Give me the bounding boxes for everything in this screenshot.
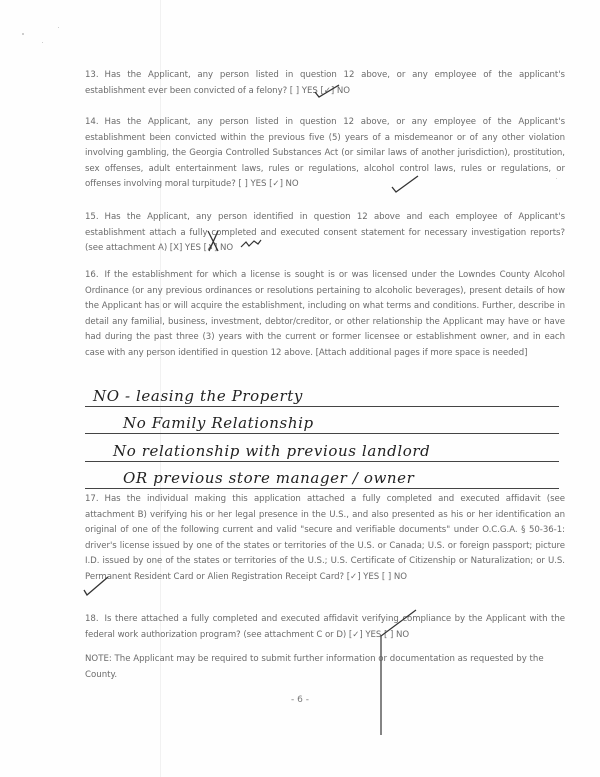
question-14: 14. Has the Applicant, any person listed in question 12 above, or any employee of the Applicant's establishment been convicted within the previous five (5) years of a misdemeanor or of any other violation involving gambling, the Georgia Controlled Substances Act (or similar laws of another jurisdiction), prostitution, sex offenses, adult entertainment laws, rules or regulations, alcohol control laws, rules or regulations, or offenses involving moral turpitude? [ ] YES [✓] NO (85, 117, 565, 190)
question-17: 17. Has the individual making this application attached a fully completed and executed affidavit (see attachment B) verifying his or her legal presence in the U.S., and also presented as his or her identification an original of one of the following current and valid "secure and verifiable documents" under O.C.G.A. § 50-36-1: driver's license issued by one of the states or territories of the U.S. or Canada; U.S. or foreign passport; picture I.D. issued by one of the states or territories of the U.S.; U.S. Certificate of Citizenship or Naturalization; or U.S. Permanent Resident Card or Alien Registration Receipt Card? [✓] YES [ ] NO (85, 494, 565, 582)
question-15: 15. Has the Applicant, any person identified in question 12 above and each employee of Applicant's establishment attach a fully completed and executed consent statement for necessary investigation reports? (see attachment A) [X] YES [✗] NO (85, 212, 565, 254)
answer-line: No relationship with previous landlord (85, 434, 559, 462)
question-18: 18. Is there attached a fully completed and executed affidavit verifying compliance by the Applicant with the federal work authorization program? (see attachment C or D) [✓] YES [ ] NO (85, 614, 565, 640)
question-16: 16. If the establishment for which a license is sought is or was licensed under the Lowndes County Alcohol Ordinance (or any previous ordinances or resolutions pertaining to alcoholic beverages), present details of how the Applicant has or will acquire the establishment, including on what terms and conditions. Further, describe in detail any familial, business, investment, debtor/creditor, or other relationship the Applicant may have or have had during the past three (3) years with the current or former licensee or establishment owner, and in each case with any person identified in question 12 above. [Attach additional pages if more space is needed] (85, 270, 565, 358)
scan-speck (58, 27, 59, 28)
scan-speck (22, 33, 24, 35)
scan-speck (42, 42, 43, 43)
page-number: - 6 - (291, 695, 309, 705)
note-text: NOTE: The Applicant may be required to submit further information or documentation as requested by the County. (85, 654, 544, 680)
answer-line: NO - leasing the Property (85, 379, 559, 407)
question-13: 13. Has the Applicant, any person listed in question 12 above, or any employee of the applicant's establishment ever been convicted of a felony? [ ] YES [✓] NO (85, 70, 565, 96)
answer-line: No Family Relationship (85, 407, 559, 435)
handwritten-answer-16 (85, 379, 559, 485)
answer-line: OR previous store manager / owner (85, 462, 559, 490)
